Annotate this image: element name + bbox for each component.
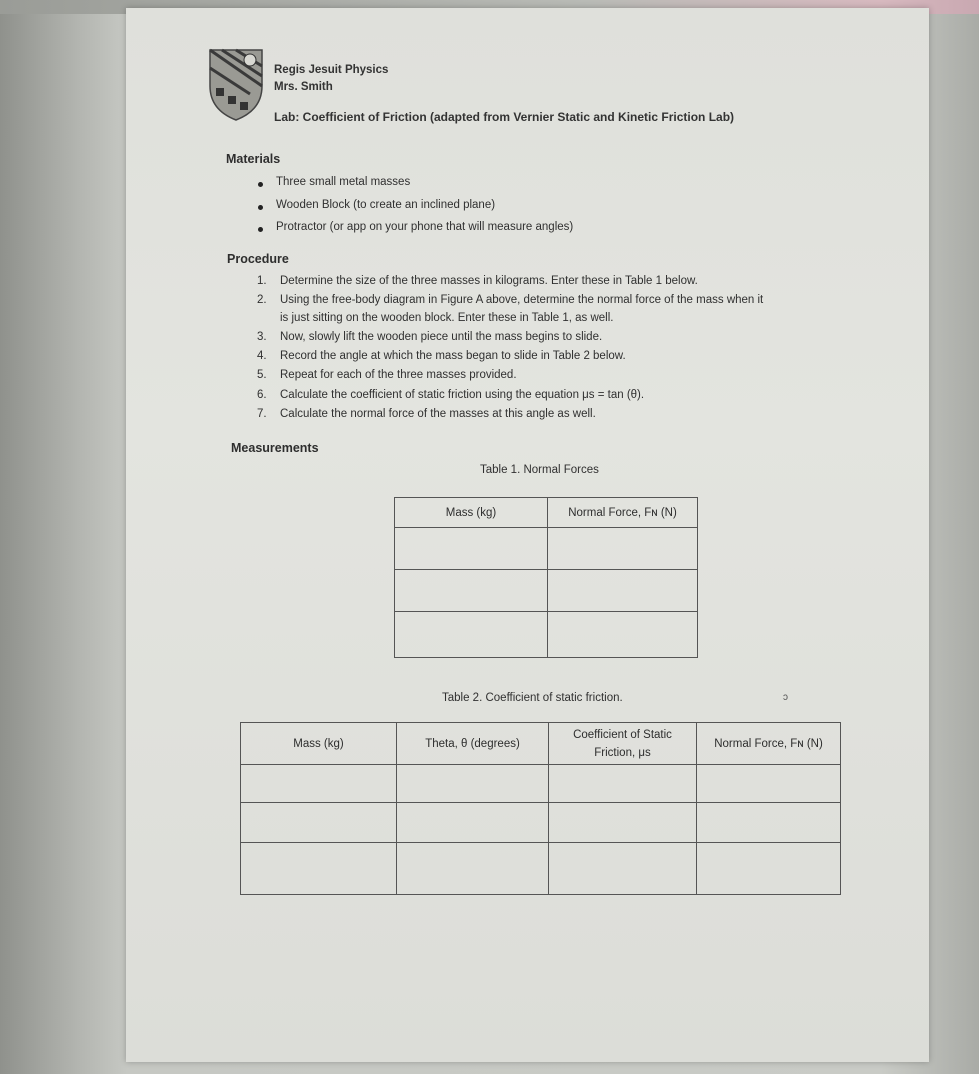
table1-cell-mass[interactable] (395, 570, 548, 612)
table2-cell-coefficient[interactable] (549, 843, 697, 895)
step-number: 5. (257, 369, 267, 381)
step-text: Using the free-body diagram in Figure A above, determine the normal force of the mass when it (280, 294, 764, 306)
table-row (241, 765, 841, 803)
table-row (395, 612, 698, 658)
step-number: 7. (257, 408, 267, 420)
materials-heading: Materials (226, 152, 281, 166)
table2-header-normal-force: Normal Force, Fɴ (N) (697, 723, 841, 765)
table2-cell-normal-force[interactable] (697, 803, 841, 843)
table2-header-theta: Theta, θ (degrees) (397, 723, 549, 765)
material-item: Wooden Block (to create an inclined plane) (276, 199, 496, 211)
school-name: Regis Jesuit Physics (274, 64, 389, 76)
pencil-mark: ↄ (783, 692, 788, 703)
step-text: Calculate the coefficient of static friction using the equation μs = tan (θ). (280, 389, 645, 401)
step-text: Record the angle at which the mass began to slide in Table 2 below. (280, 350, 626, 362)
table2-cell-mass[interactable] (241, 803, 397, 843)
table2-cell-normal-force[interactable] (697, 843, 841, 895)
normal-forces-table (394, 497, 698, 658)
table-row (241, 843, 841, 895)
step-text: Repeat for each of the three masses provided. (280, 369, 517, 381)
material-item: Protractor (or app on your phone that will measure angles) (276, 221, 574, 233)
table2-header-coefficient (549, 723, 697, 765)
step-text-continued: is just sitting on the wooden block. Enter these in Table 1, as well. (280, 312, 614, 324)
measurements-heading: Measurements (231, 441, 319, 455)
table2-cell-normal-force[interactable] (697, 765, 841, 803)
lab-title: Lab: Coefficient of Friction (adapted from Vernier Static and Kinetic Friction Lab) (274, 110, 735, 124)
table-row (395, 570, 698, 612)
table2-cell-mass[interactable] (241, 843, 397, 895)
step-number: 2. (257, 294, 267, 306)
step-text: Determine the size of the three masses in kilograms. Enter these in Table 1 below. (280, 275, 698, 287)
step-text: Now, slowly lift the wooden piece until the mass begins to slide. (280, 331, 603, 343)
table2-header-coefficient-line2: Friction, μs (594, 746, 651, 759)
table2-cell-theta[interactable] (397, 765, 549, 803)
step-number: 4. (257, 350, 267, 362)
step-number: 6. (257, 389, 267, 401)
table2-cell-theta[interactable] (397, 803, 549, 843)
table-row (395, 528, 698, 570)
table1-caption: Table 1. Normal Forces (480, 464, 599, 476)
table1-cell-mass[interactable] (395, 612, 548, 658)
procedure-heading: Procedure (227, 252, 289, 266)
step-number: 3. (257, 331, 267, 343)
material-item: Three small metal masses (276, 176, 411, 188)
school-crest-logo (206, 46, 266, 122)
table2-cell-mass[interactable] (241, 765, 397, 803)
table1-header-mass: Mass (kg) (395, 498, 548, 528)
step-text: Calculate the normal force of the masses at this angle as well. (280, 408, 596, 420)
bullet (258, 182, 263, 187)
table-row (241, 803, 841, 843)
table2-header-coefficient-line1: Coefficient of Static (573, 728, 672, 741)
table2-header-mass: Mass (kg) (241, 723, 397, 765)
step-number: 1. (257, 275, 267, 287)
table1-header-normal-force: Normal Force, Fɴ (N) (548, 498, 698, 528)
table2-caption: Table 2. Coefficient of static friction. (442, 692, 623, 704)
table1-cell-normal-force[interactable] (548, 612, 698, 658)
table1-cell-mass[interactable] (395, 528, 548, 570)
table2-cell-coefficient[interactable] (549, 765, 697, 803)
table1-cell-normal-force[interactable] (548, 570, 698, 612)
table2-cell-coefficient[interactable] (549, 803, 697, 843)
teacher-name: Mrs. Smith (274, 81, 333, 93)
bullet (258, 205, 263, 210)
bullet (258, 227, 263, 232)
table2-cell-theta[interactable] (397, 843, 549, 895)
table1-cell-normal-force[interactable] (548, 528, 698, 570)
static-friction-table (240, 722, 841, 895)
